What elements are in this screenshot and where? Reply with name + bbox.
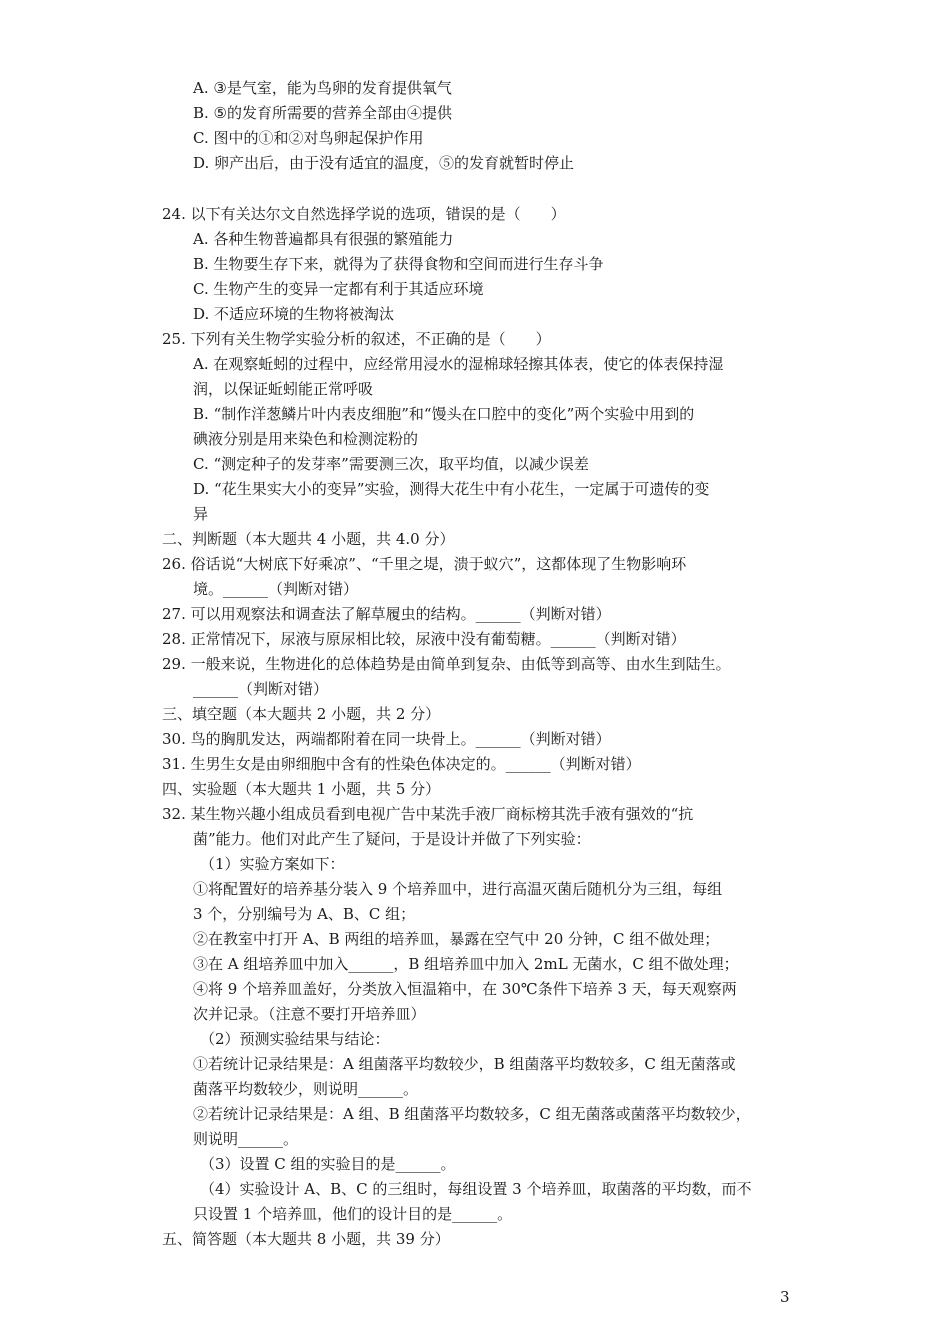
q30: 30. 鸟的胸肌发达，两端都附着在同一块骨上。______（判断对错） <box>162 730 611 748</box>
q32-part1-line: 3 个，分别编号为 A、B、C 组； <box>193 905 416 923</box>
section-heading-short-answer: 五、简答题（本大题共 8 小题，共 39 分） <box>162 1230 450 1248</box>
section-heading-judgment: 二、判断题（本大题共 4 小题，共 4.0 分） <box>162 530 455 548</box>
q26-line: 境。______（判断对错） <box>193 580 359 598</box>
page-number: 3 <box>780 1288 790 1306</box>
q32-part2-title: （2）预测实验结果与结论： <box>200 1030 390 1048</box>
q25-line: C. “测定种子的发芽率”需要测三次，取平均值，以减少误差 <box>193 455 589 473</box>
q32-part2-line: ①若统计记录结果是：A 组菌落平均数较少，B 组菌落平均数较多，C 组无菌落或 <box>193 1055 736 1073</box>
q23-option-c: C. 图中的①和②对鸟卵起保护作用 <box>193 129 424 147</box>
q32-stem: 32. 某生物兴趣小组成员看到电视广告中某洗手液厂商标榜其洗手液有强效的“抗 <box>162 805 694 823</box>
q24-option-d: D. 不适应环境的生物将被淘汰 <box>193 305 395 323</box>
q32-part1-line: ②在教室中打开 A、B 两组的培养皿，暴露在空气中 20 分钟，C 组不做处理； <box>193 930 720 948</box>
q32-part2-line: 菌落平均数较少，则说明______。 <box>193 1080 419 1098</box>
q24-option-b: B. 生物要生存下来，就得为了获得食物和空间而进行生存斗争 <box>193 255 604 273</box>
q32-part2-line: ②若统计记录结果是：A 组、B 组菌落平均数较多，C 组无菌落或菌落平均数较少， <box>193 1105 751 1123</box>
q24-stem: 24. 以下有关达尔文自然选择学说的选项，错误的是（ ） <box>162 205 566 223</box>
q32-part1-line: 次并记录。（注意不要打开培养皿） <box>193 1005 426 1023</box>
q32-part2-line: 则说明______。 <box>193 1130 299 1148</box>
q24-option-c: C. 生物产生的变异一定都有利于其适应环境 <box>193 280 484 298</box>
q28: 28. 正常情况下，尿液与原尿相比较，尿液中没有葡萄糖。______（判断对错） <box>162 630 686 648</box>
q23-option-b: B. ⑤的发育所需要的营养全部由④提供 <box>193 104 453 122</box>
q32-stem: 菌”能力。他们对此产生了疑问，于是设计并做了下列实验： <box>193 830 591 848</box>
q29-line: 29. 一般来说，生物进化的总体趋势是由简单到复杂、由低等到高等、由水生到陆生。 <box>162 655 731 673</box>
section-heading-fill: 三、填空题（本大题共 2 小题，共 2 分） <box>162 705 441 723</box>
q23-option-a: A. ③是气室，能为鸟卵的发育提供氧气 <box>193 79 452 97</box>
q32-part1-title: （1）实验方案如下： <box>200 855 345 873</box>
q25-line: 异 <box>193 505 209 523</box>
q25-line: B. “制作洋葱鳞片叶内表皮细胞”和“馒头在口腔中的变化”两个实验中用到的 <box>193 405 695 423</box>
q27: 27. 可以用观察法和调查法了解草履虫的结构。______（判断对错） <box>162 605 611 623</box>
q25-stem: 25. 下列有关生物学实验分析的叙述，不正确的是（ ） <box>162 330 551 348</box>
q26-line: 26. 俗话说“大树底下好乘凉”、“千里之堤，溃于蚁穴”，这都体现了生物影响环 <box>162 555 687 573</box>
q32-part4-line: （4）实验设计 A、B、C 的三组时，每组设置 3 个培养皿，取菌落的平均数，而不 <box>200 1180 752 1198</box>
q29-line: ______（判断对错） <box>193 680 329 698</box>
q32-part1-line: ④将 9 个培养皿盖好，分类放入恒温箱中，在 30℃条件下培养 3 天，每天观察两 <box>193 980 737 998</box>
q25-line: A. 在观察蚯蚓的过程中，应经常用浸水的湿棉球轻擦其体表，使它的体表保持湿 <box>193 355 724 373</box>
q32-part4-line: 只设置 1 个培养皿，他们的设计目的是______。 <box>193 1205 513 1223</box>
q24-option-a: A. 各种生物普遍都具有很强的繁殖能力 <box>193 230 454 248</box>
q32-part1-line: ③在 A 组培养皿中加入______，B 组培养皿中加入 2mL 无菌水，C 组不做处理； <box>193 955 739 973</box>
q31: 31. 生男生女是由卵细胞中含有的性染色体决定的。______（判断对错） <box>162 755 641 773</box>
q25-line: 碘液分别是用来染色和检测淀粉的 <box>193 430 419 448</box>
q25-line: D. “花生果实大小的变异”实验，测得大花生中有小花生，一定属于可遗传的变 <box>193 480 710 498</box>
section-heading-experiment: 四、实验题（本大题共 1 小题，共 5 分） <box>162 780 441 798</box>
q23-option-d: D. 卵产出后，由于没有适宜的温度，⑤的发育就暂时停止 <box>193 154 575 172</box>
q32-part1-line: ①将配置好的培养基分装入 9 个培养皿中，进行高温灭菌后随机分为三组，每组 <box>193 880 723 898</box>
q25-line: 润，以保证蚯蚓能正常呼吸 <box>193 380 374 398</box>
q32-part3: （3）设置 C 组的实验目的是______。 <box>200 1155 456 1173</box>
